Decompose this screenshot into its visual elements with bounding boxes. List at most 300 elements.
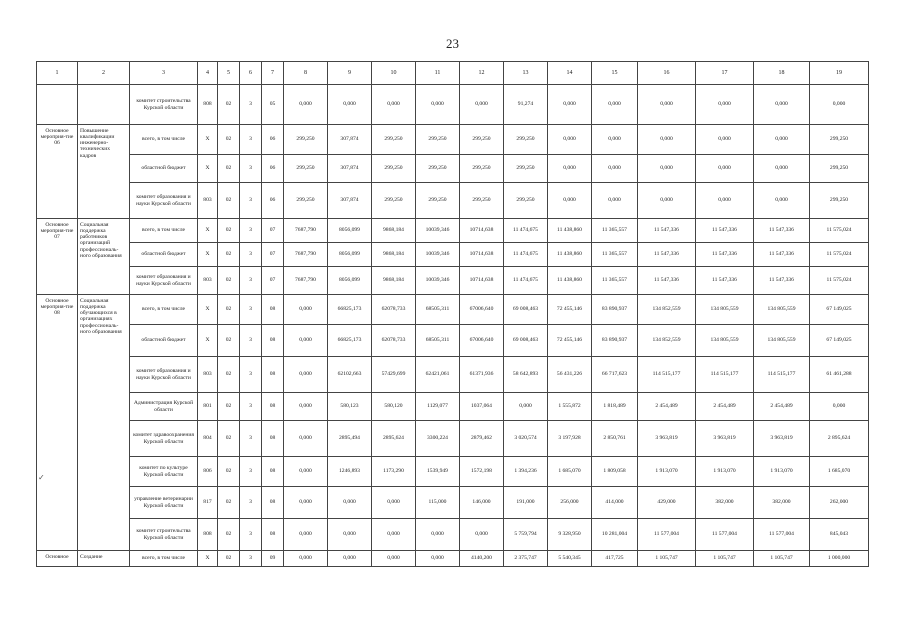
executor-cell: управление ветеринарии Курской области (130, 487, 198, 519)
value-cell: 11 365,557 (592, 243, 638, 267)
value-cell: 67006,640 (460, 295, 504, 325)
pr-cell: 3 (240, 393, 262, 421)
cs-cell: 08 (262, 421, 284, 457)
value-cell: 0,000 (328, 487, 372, 519)
table-row (37, 125, 869, 155)
value-cell: 307,874 (328, 125, 372, 155)
value-cell: 83 890,937 (592, 325, 638, 357)
value-cell: 2895,494 (328, 421, 372, 457)
value-cell: 299,250 (460, 183, 504, 219)
value-cell: 11 365,557 (592, 219, 638, 243)
value-cell: 299,250 (416, 155, 460, 183)
value-cell: 0,000 (416, 519, 460, 551)
value-cell: 68505,311 (416, 295, 460, 325)
value-cell: 0,000 (696, 85, 754, 125)
activity-name-cell (78, 85, 130, 125)
value-cell: 1 555,872 (548, 393, 592, 421)
value-cell: 114 515,177 (754, 357, 810, 393)
value-cell: 0,000 (284, 85, 328, 125)
value-cell: 62078,733 (372, 325, 416, 357)
grbs-cell: 804 (198, 421, 218, 457)
column-header: 18 (754, 62, 810, 85)
cs-cell: 07 (262, 219, 284, 243)
cs-cell: 08 (262, 393, 284, 421)
value-cell: 1037,064 (460, 393, 504, 421)
activity-code-cell: Основное мероприя-тие 08 (37, 295, 78, 551)
cs-cell: 08 (262, 519, 284, 551)
value-cell: 134 852,559 (638, 325, 696, 357)
column-header: 1 (37, 62, 78, 85)
value-cell: 299,250 (460, 155, 504, 183)
executor-cell: комитет строительства Курской области (130, 85, 198, 125)
value-cell: 0,000 (754, 125, 810, 155)
table-row (37, 421, 869, 457)
executor-cell: всего, в том числе (130, 551, 198, 567)
value-cell: 382,000 (696, 487, 754, 519)
table-row (37, 487, 869, 519)
pr-cell: 3 (240, 219, 262, 243)
value-cell: 91,274 (504, 85, 548, 125)
value-cell: 0,000 (548, 155, 592, 183)
executor-cell: комитет образования и науки Курской области (130, 267, 198, 295)
value-cell: 11 547,336 (696, 267, 754, 295)
column-header: 14 (548, 62, 592, 85)
column-header-row (37, 62, 869, 85)
table-row (37, 393, 869, 421)
pr-cell: 3 (240, 267, 262, 295)
value-cell: 9 328,950 (548, 519, 592, 551)
value-cell: 256,000 (548, 487, 592, 519)
value-cell: 0,000 (696, 183, 754, 219)
value-cell: 69 008,463 (504, 325, 548, 357)
value-cell: 299,250 (460, 125, 504, 155)
activity-code-cell: Основное мероприя-тие 07 (37, 219, 78, 295)
rz-cell: 02 (218, 487, 240, 519)
grbs-cell: 817 (198, 487, 218, 519)
value-cell: 580,123 (328, 393, 372, 421)
executor-cell: областной бюджет (130, 155, 198, 183)
value-cell: 2 454,489 (754, 393, 810, 421)
value-cell: 1 913,070 (696, 457, 754, 487)
rz-cell: 02 (218, 155, 240, 183)
value-cell: 66825,173 (328, 295, 372, 325)
grbs-cell: Х (198, 325, 218, 357)
value-cell: 1 105,747 (754, 551, 810, 567)
executor-cell: комитет по культуре Курской области (130, 457, 198, 487)
pr-cell: 3 (240, 325, 262, 357)
value-cell: 0,000 (284, 325, 328, 357)
page-number: 23 (446, 36, 459, 51)
value-cell: 134 852,559 (638, 295, 696, 325)
value-cell: 3300,224 (416, 421, 460, 457)
value-cell: 0,000 (284, 457, 328, 487)
value-cell: 0,000 (284, 393, 328, 421)
table-row (37, 457, 869, 487)
value-cell: 8056,099 (328, 267, 372, 295)
value-cell: 11 577,004 (696, 519, 754, 551)
value-cell: 0,000 (372, 519, 416, 551)
value-cell: 134 805,559 (754, 325, 810, 357)
value-cell: 10039,346 (416, 267, 460, 295)
column-header: 12 (460, 62, 504, 85)
value-cell: 1 913,070 (754, 457, 810, 487)
value-cell: 10714,638 (460, 243, 504, 267)
value-cell: 2 454,489 (696, 393, 754, 421)
value-cell: 1539,949 (416, 457, 460, 487)
activity-name-cell: Социальная поддержка обучающихся в организациях профессиональ-ного образования (78, 295, 130, 551)
cs-cell: 08 (262, 487, 284, 519)
pr-cell: 3 (240, 243, 262, 267)
value-cell: 299,250 (284, 155, 328, 183)
value-cell: 67 149,025 (810, 295, 869, 325)
value-cell: 67006,640 (460, 325, 504, 357)
column-header: 2 (78, 62, 130, 85)
pr-cell: 3 (240, 85, 262, 125)
column-header: 16 (638, 62, 696, 85)
value-cell: 11 547,336 (696, 219, 754, 243)
value-cell: 9868,184 (372, 243, 416, 267)
executor-cell: Администрация Курской области (130, 393, 198, 421)
grbs-cell: Х (198, 125, 218, 155)
value-cell: 11 577,004 (638, 519, 696, 551)
value-cell: 417,725 (592, 551, 638, 567)
value-cell: 11 575,024 (810, 267, 869, 295)
rz-cell: 02 (218, 393, 240, 421)
table-row (37, 85, 869, 125)
column-header: 9 (328, 62, 372, 85)
pr-cell: 3 (240, 457, 262, 487)
value-cell: 114 515,177 (638, 357, 696, 393)
executor-cell: всего, в том числе (130, 219, 198, 243)
value-cell: 11 547,336 (638, 243, 696, 267)
grbs-cell: 808 (198, 85, 218, 125)
value-cell: 62102,663 (328, 357, 372, 393)
value-cell: 11 547,336 (638, 219, 696, 243)
pr-cell: 3 (240, 519, 262, 551)
value-cell: 11 438,860 (548, 243, 592, 267)
value-cell: 299,250 (372, 183, 416, 219)
value-cell: 0,000 (638, 183, 696, 219)
value-cell: 8056,099 (328, 219, 372, 243)
value-cell: 0,000 (284, 487, 328, 519)
budget-table (36, 61, 869, 567)
value-cell: 2 454,489 (638, 393, 696, 421)
value-cell: 299,250 (372, 125, 416, 155)
value-cell: 114 515,177 (696, 357, 754, 393)
value-cell: 2 850,761 (592, 421, 638, 457)
value-cell: 1 809,058 (592, 457, 638, 487)
value-cell: 0,000 (638, 155, 696, 183)
rz-cell: 02 (218, 519, 240, 551)
table-row (37, 519, 869, 551)
grbs-cell: 806 (198, 457, 218, 487)
cs-cell: 08 (262, 457, 284, 487)
cs-cell: 06 (262, 125, 284, 155)
rz-cell: 02 (218, 219, 240, 243)
value-cell: 0,000 (592, 85, 638, 125)
table-row (37, 325, 869, 357)
grbs-cell: 803 (198, 183, 218, 219)
value-cell: 11 474,675 (504, 219, 548, 243)
value-cell: 9868,184 (372, 267, 416, 295)
value-cell: 0,000 (284, 421, 328, 457)
value-cell: 299,250 (284, 183, 328, 219)
value-cell: 5 540,345 (548, 551, 592, 567)
value-cell: 0,000 (592, 125, 638, 155)
value-cell: 134 805,559 (754, 295, 810, 325)
value-cell: 66825,173 (328, 325, 372, 357)
value-cell: 191,000 (504, 487, 548, 519)
cs-cell: 08 (262, 295, 284, 325)
table-row (37, 183, 869, 219)
rz-cell: 02 (218, 267, 240, 295)
value-cell: 10039,346 (416, 219, 460, 243)
rz-cell: 02 (218, 243, 240, 267)
executor-cell: всего, в том числе (130, 125, 198, 155)
grbs-cell: 803 (198, 267, 218, 295)
value-cell: 429,000 (638, 487, 696, 519)
pr-cell: 3 (240, 125, 262, 155)
cs-cell: 07 (262, 267, 284, 295)
value-cell: 7687,790 (284, 219, 328, 243)
value-cell: 11 547,336 (696, 243, 754, 267)
value-cell: 56 431,226 (548, 357, 592, 393)
value-cell: 2 375,747 (504, 551, 548, 567)
value-cell: 299,250 (810, 183, 869, 219)
value-cell: 307,874 (328, 155, 372, 183)
value-cell: 307,874 (328, 183, 372, 219)
value-cell: 0,000 (592, 183, 638, 219)
value-cell: 11 575,024 (810, 219, 869, 243)
value-cell: 299,250 (810, 125, 869, 155)
value-cell: 9868,184 (372, 219, 416, 243)
cs-cell: 08 (262, 357, 284, 393)
table-row (37, 551, 869, 567)
table-row (37, 267, 869, 295)
value-cell: 3 963,819 (638, 421, 696, 457)
value-cell: 0,000 (696, 155, 754, 183)
pr-cell: 3 (240, 155, 262, 183)
value-cell: 72 455,146 (548, 295, 592, 325)
value-cell: 0,000 (372, 487, 416, 519)
cs-cell: 05 (262, 85, 284, 125)
value-cell: 61371,936 (460, 357, 504, 393)
value-cell: 2 895,624 (810, 421, 869, 457)
value-cell: 58 642,893 (504, 357, 548, 393)
cs-cell: 07 (262, 243, 284, 267)
column-header: 19 (810, 62, 869, 85)
executor-cell: комитет образования и науки Курской области (130, 357, 198, 393)
rz-cell: 02 (218, 125, 240, 155)
value-cell: 1 394,236 (504, 457, 548, 487)
cs-cell: 06 (262, 183, 284, 219)
value-cell: 0,000 (284, 295, 328, 325)
executor-cell: областной бюджет (130, 243, 198, 267)
value-cell: 5 759,794 (504, 519, 548, 551)
value-cell: 10714,638 (460, 219, 504, 243)
value-cell: 68505,311 (416, 325, 460, 357)
column-header: 8 (284, 62, 328, 85)
column-header: 5 (218, 62, 240, 85)
rz-cell: 02 (218, 421, 240, 457)
value-cell: 0,000 (328, 519, 372, 551)
rz-cell: 02 (218, 357, 240, 393)
grbs-cell: 801 (198, 393, 218, 421)
value-cell: 1 685,070 (548, 457, 592, 487)
value-cell: 3 963,819 (696, 421, 754, 457)
value-cell: 0,000 (416, 551, 460, 567)
value-cell: 382,000 (754, 487, 810, 519)
value-cell: 1 685,070 (810, 457, 869, 487)
value-cell: 11 547,336 (754, 243, 810, 267)
value-cell: 1246,893 (328, 457, 372, 487)
cs-cell: 06 (262, 155, 284, 183)
grbs-cell: Х (198, 243, 218, 267)
value-cell: 11 577,004 (754, 519, 810, 551)
value-cell: 57429,699 (372, 357, 416, 393)
value-cell: 299,250 (504, 125, 548, 155)
value-cell: 0,000 (696, 125, 754, 155)
value-cell: 580,120 (372, 393, 416, 421)
rz-cell: 02 (218, 457, 240, 487)
grbs-cell: Х (198, 295, 218, 325)
value-cell: 83 890,937 (592, 295, 638, 325)
value-cell: 0,000 (328, 551, 372, 567)
value-cell: 2895,624 (372, 421, 416, 457)
value-cell: 0,000 (460, 85, 504, 125)
executor-cell: комитет здравоохранения Курской области (130, 421, 198, 457)
value-cell: 0,000 (754, 85, 810, 125)
activity-name-cell: Социальная поддержка работников организаций профессиональ-ного образования (78, 219, 130, 295)
rz-cell: 02 (218, 325, 240, 357)
value-cell: 0,000 (504, 393, 548, 421)
column-header: 17 (696, 62, 754, 85)
value-cell: 0,000 (548, 125, 592, 155)
value-cell: 299,250 (504, 155, 548, 183)
value-cell: 11 575,024 (810, 243, 869, 267)
value-cell: 69 008,463 (504, 295, 548, 325)
value-cell: 1572,198 (460, 457, 504, 487)
value-cell: 0,000 (284, 357, 328, 393)
grbs-cell: Х (198, 219, 218, 243)
table-row (37, 155, 869, 183)
column-header: 3 (130, 62, 198, 85)
value-cell: 1 105,747 (638, 551, 696, 567)
grbs-cell: 808 (198, 519, 218, 551)
value-cell: 0,000 (284, 519, 328, 551)
activity-code-cell: Основное мероприя-тие 06 (37, 125, 78, 219)
value-cell: 3 197,928 (548, 421, 592, 457)
value-cell: 10 281,004 (592, 519, 638, 551)
rz-cell: 02 (218, 551, 240, 567)
cs-cell: 08 (262, 325, 284, 357)
value-cell: 4140,200 (460, 551, 504, 567)
value-cell: 299,250 (416, 183, 460, 219)
value-cell: 7687,790 (284, 267, 328, 295)
value-cell: 0,000 (592, 155, 638, 183)
pr-cell: 3 (240, 183, 262, 219)
value-cell: 67 149,025 (810, 325, 869, 357)
value-cell: 845,043 (810, 519, 869, 551)
rz-cell: 02 (218, 295, 240, 325)
value-cell: 1 000,000 (810, 551, 869, 567)
grbs-cell: Х (198, 551, 218, 567)
pen-mark: ✓ (38, 473, 45, 482)
executor-cell: областной бюджет (130, 325, 198, 357)
value-cell: 146,000 (460, 487, 504, 519)
executor-cell: всего, в том числе (130, 295, 198, 325)
pr-cell: 3 (240, 295, 262, 325)
value-cell: 0,000 (372, 551, 416, 567)
value-cell: 0,000 (810, 393, 869, 421)
table-row (37, 357, 869, 393)
value-cell: 0,000 (416, 85, 460, 125)
value-cell: 11 547,336 (754, 267, 810, 295)
value-cell: 62078,733 (372, 295, 416, 325)
value-cell: 0,000 (548, 183, 592, 219)
value-cell: 10039,346 (416, 243, 460, 267)
value-cell: 0,000 (548, 85, 592, 125)
column-header: 11 (416, 62, 460, 85)
grbs-cell: Х (198, 155, 218, 183)
rz-cell: 02 (218, 85, 240, 125)
table-row (37, 219, 869, 243)
activity-code-cell: Основное (37, 551, 78, 567)
activity-name-cell: Создание (78, 551, 130, 567)
column-header: 7 (262, 62, 284, 85)
value-cell: 11 438,860 (548, 219, 592, 243)
value-cell: 1173,290 (372, 457, 416, 487)
value-cell: 2879,462 (460, 421, 504, 457)
value-cell: 11 547,336 (638, 267, 696, 295)
value-cell: 299,250 (504, 183, 548, 219)
value-cell: 11 474,675 (504, 243, 548, 267)
value-cell: 299,250 (372, 155, 416, 183)
value-cell: 11 438,860 (548, 267, 592, 295)
pr-cell: 3 (240, 421, 262, 457)
executor-cell: комитет образования и науки Курской области (130, 183, 198, 219)
value-cell: 0,000 (638, 125, 696, 155)
value-cell: 115,000 (416, 487, 460, 519)
value-cell: 1 105,747 (696, 551, 754, 567)
value-cell: 0,000 (638, 85, 696, 125)
value-cell: 7687,790 (284, 243, 328, 267)
column-header: 6 (240, 62, 262, 85)
value-cell: 3 963,819 (754, 421, 810, 457)
pr-cell: 3 (240, 551, 262, 567)
rz-cell: 02 (218, 183, 240, 219)
activity-code-cell (37, 85, 78, 125)
value-cell: 0,000 (372, 85, 416, 125)
column-header: 10 (372, 62, 416, 85)
value-cell: 11 474,675 (504, 267, 548, 295)
column-header: 13 (504, 62, 548, 85)
value-cell: 3 020,574 (504, 421, 548, 457)
value-cell: 414,000 (592, 487, 638, 519)
value-cell: 11 365,557 (592, 267, 638, 295)
value-cell: 61 461,288 (810, 357, 869, 393)
value-cell: 66 717,623 (592, 357, 638, 393)
value-cell: 134 805,559 (696, 295, 754, 325)
cs-cell: 09 (262, 551, 284, 567)
value-cell: 0,000 (810, 85, 869, 125)
value-cell: 0,000 (754, 183, 810, 219)
value-cell: 72 455,146 (548, 325, 592, 357)
value-cell: 1 818,489 (592, 393, 638, 421)
table-row (37, 295, 869, 325)
pr-cell: 3 (240, 487, 262, 519)
value-cell: 0,000 (284, 551, 328, 567)
